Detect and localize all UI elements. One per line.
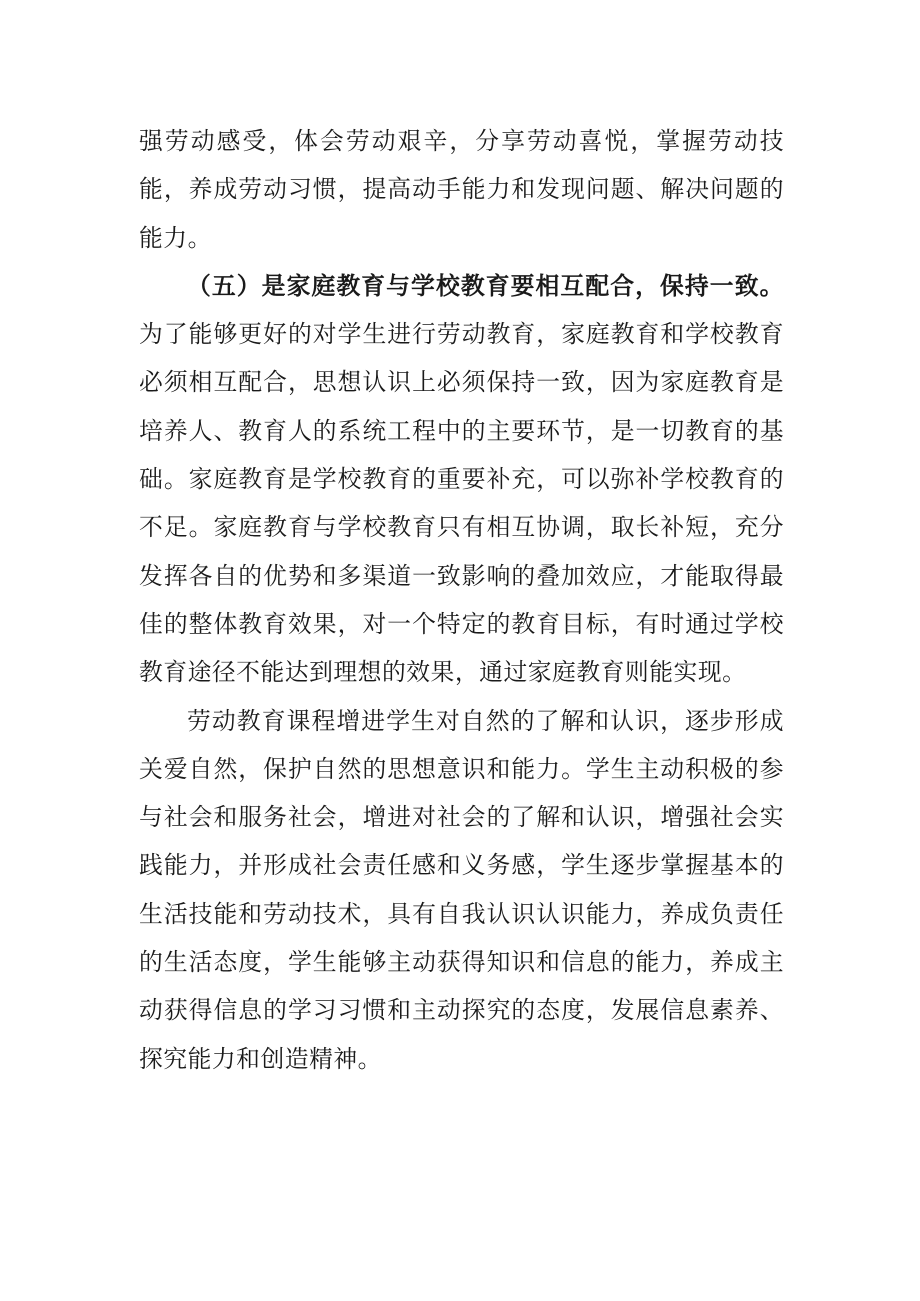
paragraph-labor-course <box>139 697 784 1083</box>
paragraph-continuation <box>139 117 784 262</box>
paragraph-text: 强劳动感受，体会劳动艰辛，分享劳动喜悦，掌握劳动技能，养成劳动习惯，提高动手能力和发现问题、解决问题的能力。 <box>139 127 784 252</box>
section-heading: （五）是家庭教育与学校教育要相互配合，保持一致。 <box>187 271 784 300</box>
paragraph-text: 劳动教育课程增进学生对自然的了解和认识，逐步形成关爱自然，保护自然的思想意识和能力。学生主动积极的参与社会和服务社会，增进对社会的了解和认识，增强社会实践能力，并形成社会责任感和义务感，学生逐步掌握基本的生活技能和劳动技术，具有自我认识认识能力，养成负责任的生活态度，学生能够主动获得知识和信息的能力，养成主动获得信息的学习习惯和主动探究的态度，发展信息素养、探究能力和创造精神。 <box>139 706 784 1073</box>
paragraph-section-five <box>139 262 784 697</box>
document-body <box>139 117 784 1083</box>
paragraph-text: 为了能够更好的对学生进行劳动教育，家庭教育和学校教育必须相互配合，思想认识上必须保持一致，因为家庭教育是培养人、教育人的系统工程中的主要环节，是一切教育的基础。家庭教育是学校教育的重要补充，可以弥补学校教育的不足。家庭教育与学校教育只有相互协调，取长补短，充分发挥各自的优势和多渠道一致影响的叠加效应，才能取得最佳的整体教育效果，对一个特定的教育目标，有时通过学校教育途径不能达到理想的效果，通过家庭教育则能实现。 <box>139 320 784 687</box>
